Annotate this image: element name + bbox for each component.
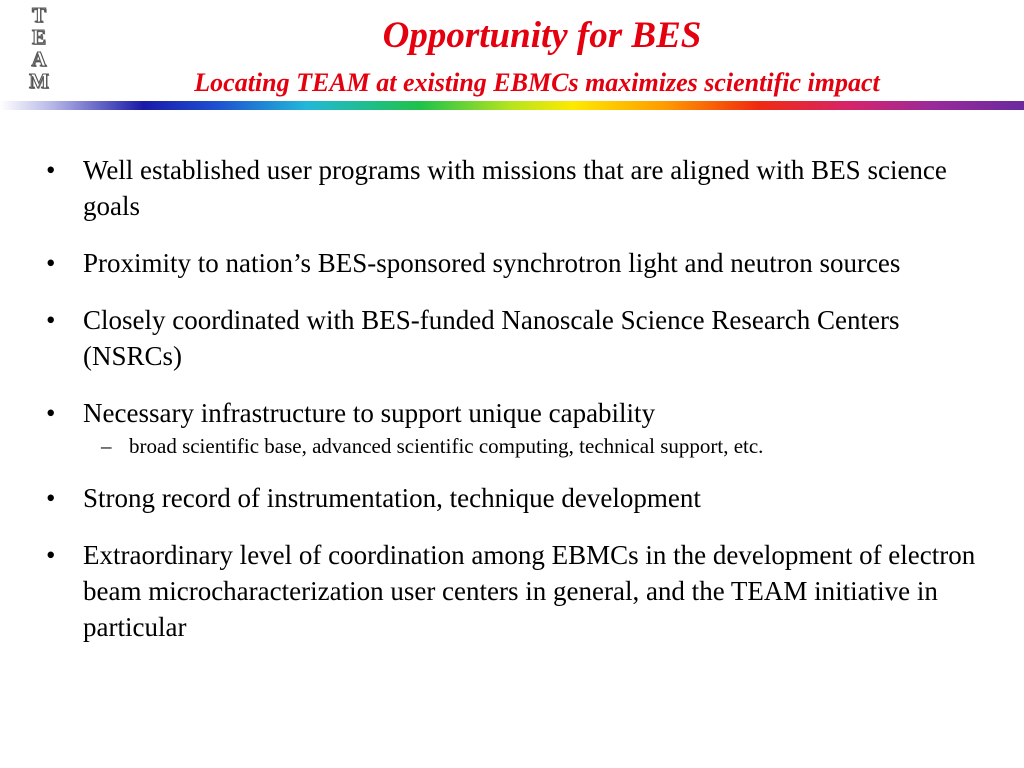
bullet-dot: • bbox=[46, 483, 56, 513]
bullet-text: Proximity to nation’s BES-sponsored synchrotron light and neutron sources bbox=[83, 248, 901, 278]
bullet-item bbox=[0, 302, 983, 374]
bullet-text: Extraordinary level of coordination among EBMCs in the development of electron beam microcharacterization user centers in general, and the TEAM initiative in particular bbox=[83, 540, 976, 642]
bullet-dot: • bbox=[46, 305, 56, 335]
bullet-dot: • bbox=[46, 155, 56, 185]
bullet-text: Strong record of instrumentation, technique development bbox=[83, 483, 701, 513]
sub-bullet-dash: – bbox=[101, 434, 112, 458]
rainbow-divider bbox=[0, 101, 1024, 110]
bullet-item bbox=[0, 480, 983, 516]
slide-subtitle: Locating TEAM at existing EBMCs maximizes scientific impact bbox=[194, 68, 880, 97]
sub-bullet-text: broad scientific base, advanced scientific computing, technical support, etc. bbox=[129, 434, 764, 458]
bullet-item bbox=[0, 395, 983, 431]
bullet-dot: • bbox=[46, 248, 56, 278]
bullet-item bbox=[0, 537, 983, 645]
logo-letter-m: M bbox=[29, 69, 49, 93]
bullet-text: Closely coordinated with BES-funded Nanoscale Science Research Centers (NSRCs) bbox=[83, 305, 900, 371]
bullet-item bbox=[0, 245, 983, 281]
logo-letter-a: A bbox=[31, 47, 47, 71]
bullet-list bbox=[0, 152, 1024, 666]
slide-title: Opportunity for BES bbox=[382, 15, 702, 56]
sub-bullet-item bbox=[0, 433, 1009, 459]
bullet-item bbox=[0, 152, 983, 224]
bullet-text: Necessary infrastructure to support unique capability bbox=[83, 398, 656, 428]
bullet-text: Well established user programs with missions that are aligned with BES science goals bbox=[83, 155, 947, 221]
bullet-dot: • bbox=[46, 540, 56, 570]
logo-letter-t: T bbox=[31, 3, 46, 27]
team-logo bbox=[22, 4, 56, 92]
logo-letter-e: E bbox=[31, 25, 46, 49]
bullet-dot: • bbox=[46, 398, 56, 428]
